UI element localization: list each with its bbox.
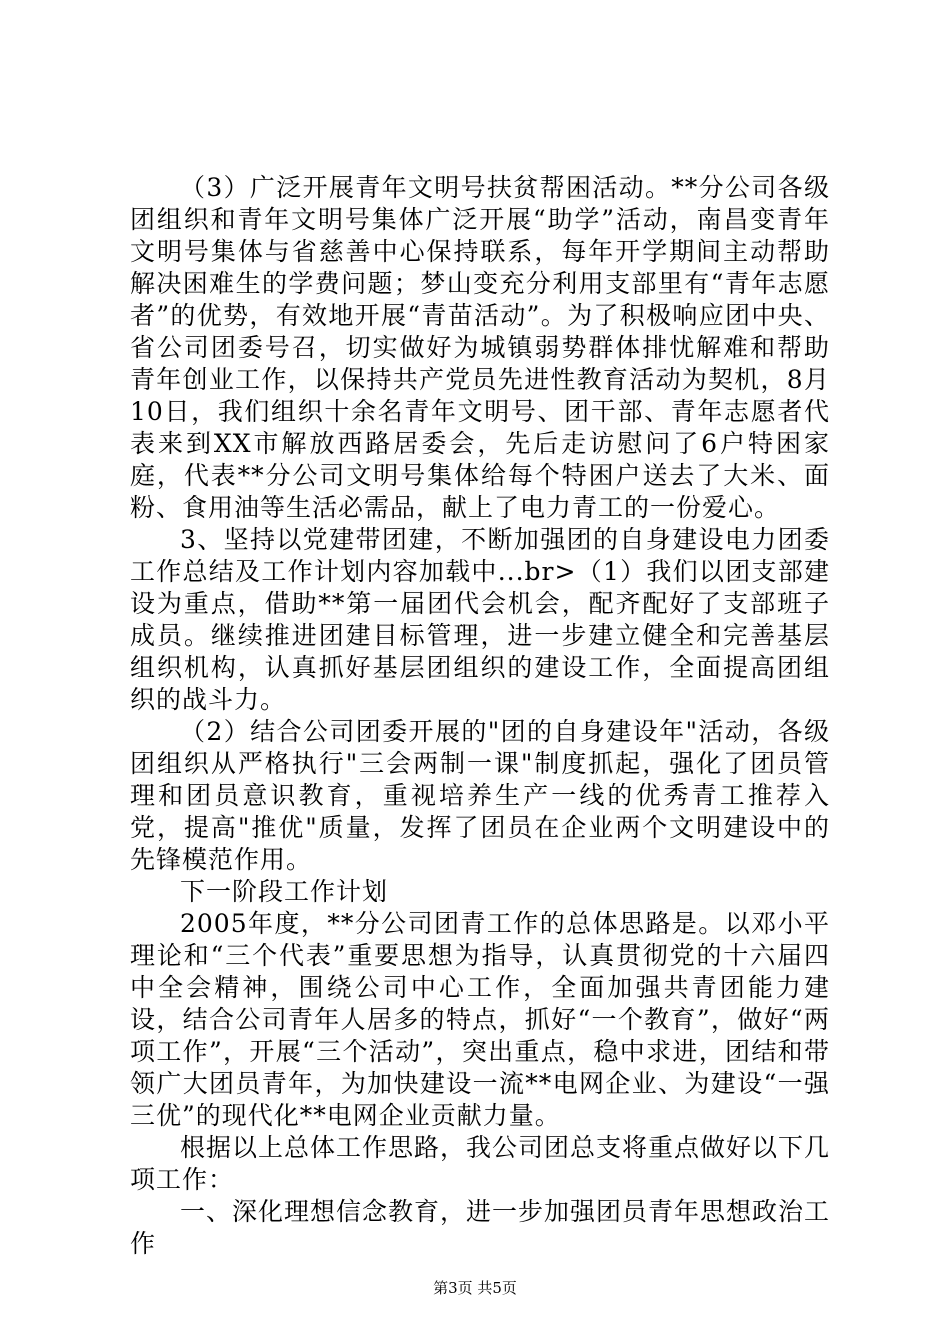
paragraph-poverty-relief: （3）广泛开展青年文明号扶贫帮困活动。**分公司各级团组织和青年文明号集体广泛开展“助学”活动，南昌变青年文明号集体与省慈善中心保持联系，每年开学期间主动帮助解决困难生的学费问题；梦山变充分利用支部里有“青年志愿者”的优势，有效地开展“青苗活动”。为了积极响应团中央、省公司团委号召，切实做好为城镇弱势群体排忧解难和帮助青年创业工作，以保持共产党员先进性教育活动为契机，8月10日，我们组织十余名青年文明号、团干部、青年志愿者代表来到XX市解放西路居委会，先后走访慰问了6户特困家庭，代表**分公司文明号集体给每个特困户送去了大米、面粉、食用油等生活必需品，献上了电力青工的一份爱心。 [130, 173, 830, 522]
paragraph-item-one: 一、深化理想信念教育，进一步加强团员青年思想政治工作 [130, 1197, 831, 1258]
section-heading-next-plan: 下一阶段工作计划 [180, 877, 389, 906]
paragraph-overall-idea: 2005年度，**分公司团青工作的总体思路是。以邓小平理论和“三个代表”重要思想为指导，认真贯彻党的十六届四中全会精神，围绕公司中心工作，全面加强共青团能力建设，结合公司青年人居多的特点，抓好“一个教育”，做好“两项工作”，开展“三个活动”，突出重点，稳中求进，团结和带领广大团员青年，为加快建设一流**电网企业、为建设“一强三优”的现代化**电网企业贡献力量。 [130, 909, 830, 1130]
paragraph-self-construction: （2）结合公司团委开展的"团的自身建设年"活动，各级团组织从严格执行"三会两制一课"制度抓起，强化了团员管理和团员意识教育，重视培养生产一线的优秀青工推荐入党，提高"推优"质量，发挥了团员在企业两个文明建设中的先锋模范作用。 [130, 717, 830, 874]
paragraph-key-tasks-intro: 根据以上总体工作思路，我公司团总支将重点做好以下几项工作： [130, 1133, 831, 1194]
paragraph-party-building: 3、坚持以党建带团建，不断加强团的自身建设电力团委工作总结及工作计划内容加载中...br>（1）我们以团支部建设为重点，借助**第一届团代会机会，配齐配好了支部班子成员。继续推进团建目标管理，进一步建立健全和完善基层组织机构，认真抓好基层团组织的建设工作，全面提高团组织的战斗力。 [130, 525, 830, 714]
document-body [130, 172, 830, 1260]
page-number-footer: 第3页 共5页 [433, 1279, 517, 1297]
